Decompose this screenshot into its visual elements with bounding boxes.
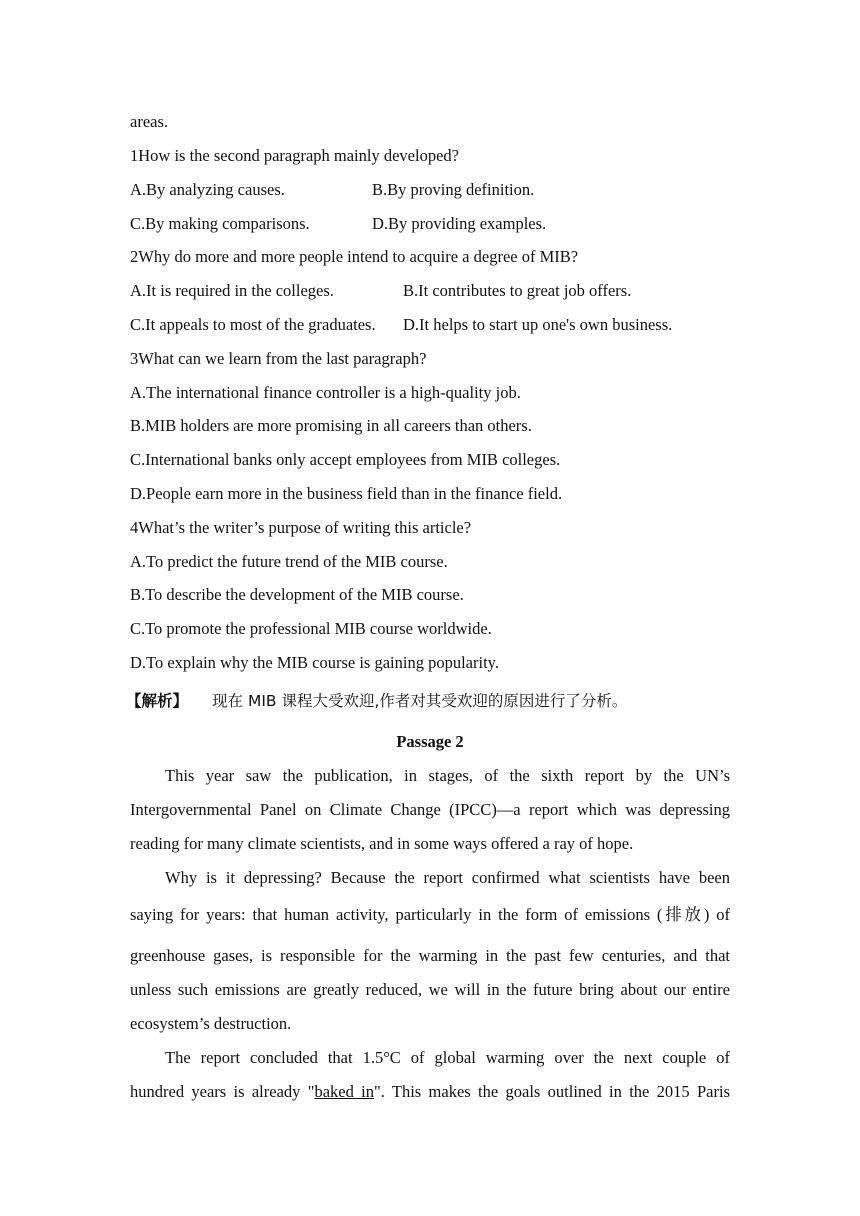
p3-line-1: The report concluded that 1.5°C of global warming over the next couple of (165, 1048, 730, 1067)
question-2-stem: 2Why do more and more people intend to acquire a degree of MIB? (130, 247, 579, 266)
q2-option-a: A.It is required in the colleges. (130, 281, 334, 300)
q4-option-a: A.To predict the future trend of the MIB course. (130, 552, 448, 571)
underlined-term: baked in (314, 1082, 375, 1101)
q1-option-c: C.By making comparisons. (130, 214, 310, 233)
question-1-stem: 1How is the second paragraph mainly developed? (130, 146, 459, 165)
p1-line-2: Intergovernmental Panel on Climate Change (IPCC)—a report which was depressing (130, 800, 730, 819)
p2-line-4: unless such emissions are greatly reduced, we will in the future bring about our entire (130, 980, 730, 999)
passage-tail: areas. (130, 112, 169, 131)
p2-line-2: saying for years: that human activity, particularly in the form of emissions (排放) of (130, 905, 730, 924)
q4-option-b: B.To describe the development of the MIB course. (130, 585, 464, 604)
q1-option-a: A.By analyzing causes. (130, 180, 285, 199)
q1-option-b: B.By proving definition. (372, 180, 535, 199)
p3-line-2 (130, 1082, 730, 1102)
q1-option-d: D.By providing examples. (372, 214, 547, 233)
p3-line-2-end: ". This makes the goals outlined in the 2015 Paris (374, 1082, 731, 1101)
p2-line-1: Why is it depressing? Because the report confirmed what scientists have been (165, 868, 730, 887)
passage-title: Passage 2 (396, 732, 464, 751)
q2-option-d: D.It helps to start up one's own business. (403, 315, 673, 334)
question-3-stem: 3What can we learn from the last paragraph? (130, 349, 427, 368)
q2-option-c: C.It appeals to most of the graduates. (130, 315, 376, 334)
p2-line-3: greenhouse gases, is responsible for the warming in the past few centuries, and that (130, 946, 730, 965)
q2-option-b: B.It contributes to great job offers. (403, 281, 632, 300)
q3-option-a: A.The international finance controller is a high-quality job. (130, 383, 521, 402)
question-4-stem: 4What’s the writer’s purpose of writing this article? (130, 518, 472, 537)
q3-option-d: D.People earn more in the business field than in the finance field. (130, 484, 563, 503)
q3-option-c: C.International banks only accept employees from MIB colleges. (130, 450, 561, 469)
p3-line-2-start: hundred years is already " (130, 1082, 315, 1101)
analysis (126, 691, 627, 711)
analysis-text: 现在 MIB 课程大受欢迎,作者对其受欢迎的原因进行了分析。 (212, 692, 628, 710)
analysis-label: 【解析】 (126, 692, 189, 710)
q3-option-b: B.MIB holders are more promising in all careers than others. (130, 416, 532, 435)
p1-line-3: reading for many climate scientists, and in some ways offered a ray of hope. (130, 834, 634, 853)
q4-option-c: C.To promote the professional MIB course worldwide. (130, 619, 492, 638)
q4-option-d: D.To explain why the MIB course is gaining popularity. (130, 653, 499, 672)
p1-line-1: This year saw the publication, in stages, of the sixth report by the UN’s (165, 766, 730, 785)
p2-line-5: ecosystem’s destruction. (130, 1014, 292, 1033)
